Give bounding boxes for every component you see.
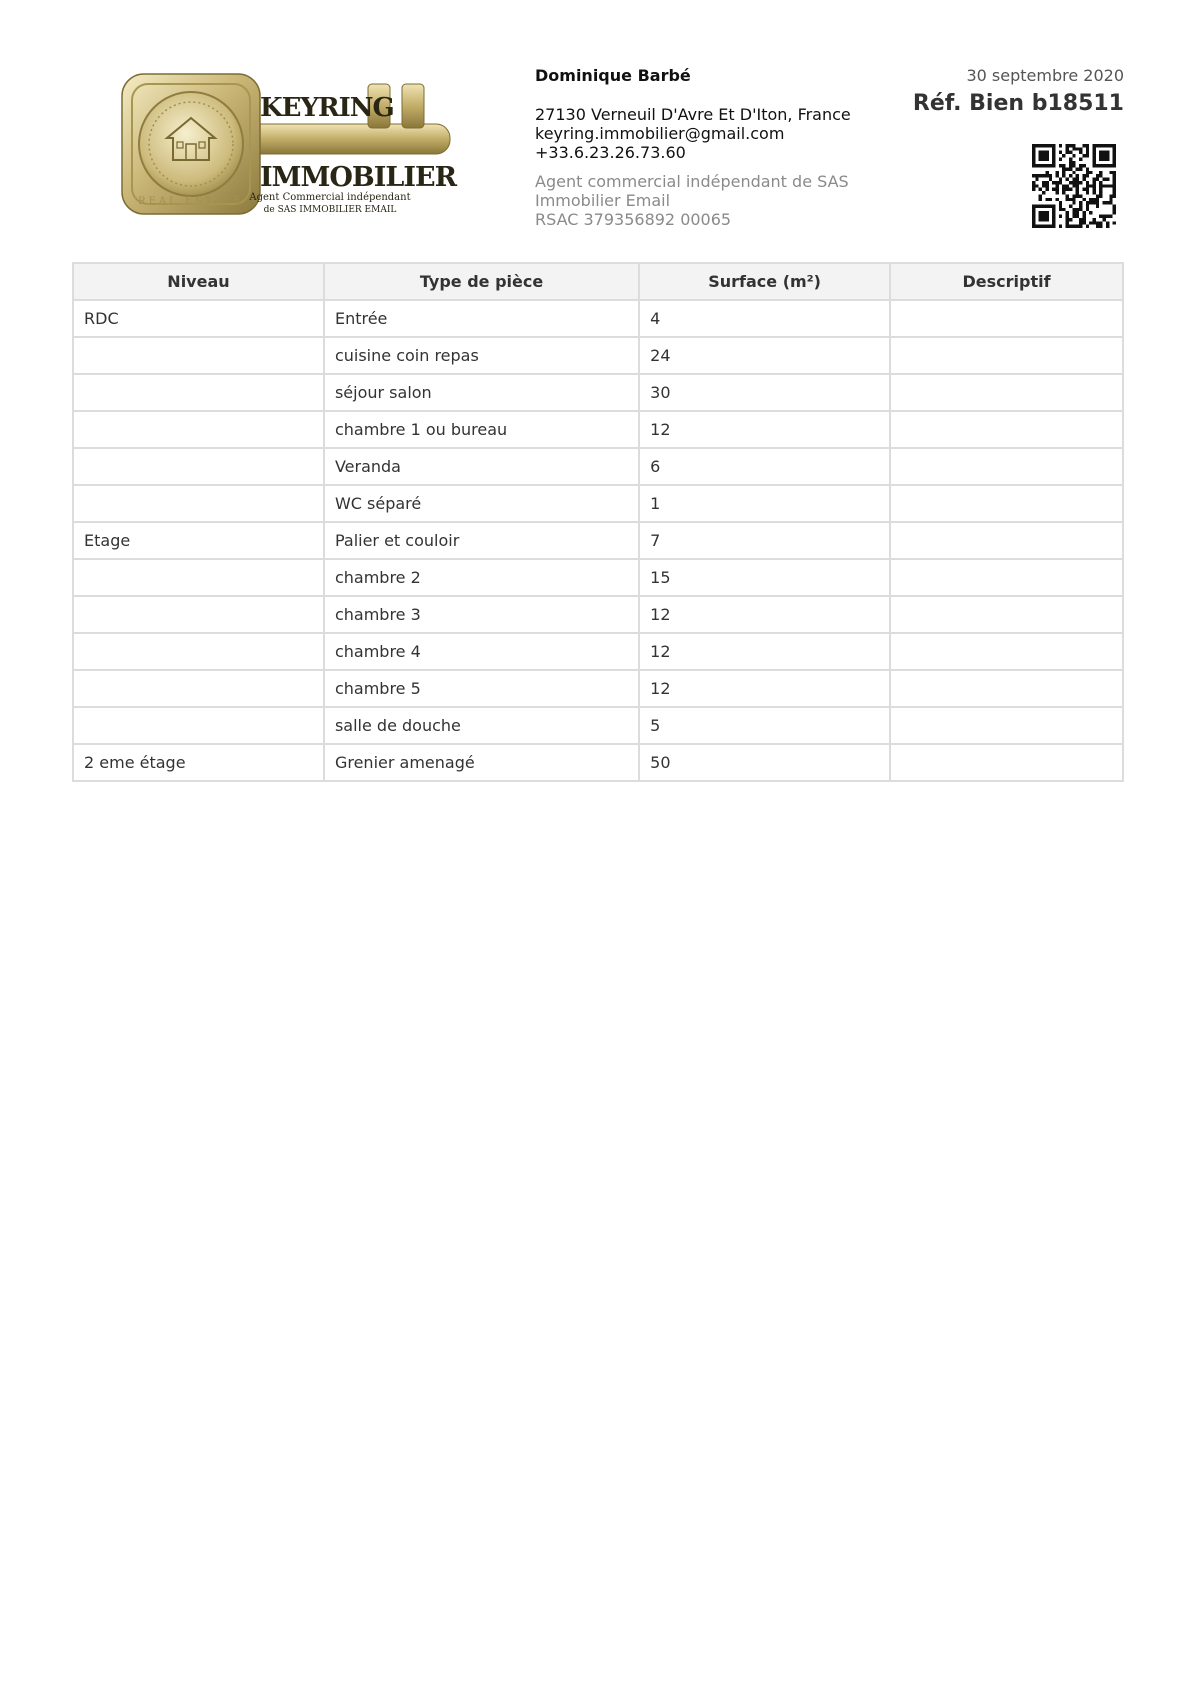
cell-piece: Entrée xyxy=(324,300,639,337)
table-row xyxy=(73,300,1123,337)
agent-role-line-1: Agent commercial indépendant de SAS xyxy=(535,172,849,191)
cell-surface: 50 xyxy=(639,744,890,781)
document-date: 30 septembre 2020 xyxy=(966,66,1124,85)
cell-surface: 7 xyxy=(639,522,890,559)
agent-role xyxy=(535,172,895,229)
cell-descriptif xyxy=(890,411,1123,448)
cell-descriptif xyxy=(890,300,1123,337)
cell-niveau xyxy=(73,411,324,448)
table-row xyxy=(73,485,1123,522)
cell-niveau xyxy=(73,337,324,374)
table-row xyxy=(73,337,1123,374)
logo-tagline-2: de SAS IMMOBILIER EMAIL xyxy=(263,205,397,215)
cell-descriptif xyxy=(890,374,1123,411)
table-row xyxy=(73,448,1123,485)
cell-niveau: Etage xyxy=(73,522,324,559)
cell-surface: 12 xyxy=(639,670,890,707)
cell-surface: 5 xyxy=(639,707,890,744)
table-row xyxy=(73,633,1123,670)
cell-niveau xyxy=(73,596,324,633)
cell-surface: 24 xyxy=(639,337,890,374)
header-surface: Surface (m²) xyxy=(639,263,890,300)
cell-surface: 12 xyxy=(639,633,890,670)
document-header xyxy=(72,62,1124,242)
document-meta xyxy=(864,66,1124,116)
cell-surface: 6 xyxy=(639,448,890,485)
cell-niveau: RDC xyxy=(73,300,324,337)
logo-brand-top: KEYRING xyxy=(260,93,394,123)
cell-piece: chambre 4 xyxy=(324,633,639,670)
cell-piece: Veranda xyxy=(324,448,639,485)
cell-surface: 12 xyxy=(639,596,890,633)
cell-piece: chambre 2 xyxy=(324,559,639,596)
logo-tagline-1: Agent Commercial indépendant xyxy=(249,192,411,203)
cell-piece: chambre 5 xyxy=(324,670,639,707)
cell-niveau xyxy=(73,670,324,707)
header-descriptif: Descriptif xyxy=(890,263,1123,300)
agent-role-line-2: Immobilier Email xyxy=(535,191,671,210)
cell-piece: Palier et couloir xyxy=(324,522,639,559)
cell-niveau xyxy=(73,374,324,411)
agent-name: Dominique Barbé xyxy=(535,66,691,85)
logo-brand-main: IMMOBILIER xyxy=(260,162,457,193)
cell-piece: salle de douche xyxy=(324,707,639,744)
cell-niveau xyxy=(73,559,324,596)
room-surface-table xyxy=(72,262,1124,782)
agent-rsac: RSAC 379356892 00065 xyxy=(535,210,732,229)
cell-descriptif xyxy=(890,559,1123,596)
cell-descriptif xyxy=(890,670,1123,707)
cell-descriptif xyxy=(890,337,1123,374)
agent-email[interactable]: keyring.immobilier@gmail.com xyxy=(535,124,785,143)
cell-piece: chambre 3 xyxy=(324,596,639,633)
cell-descriptif xyxy=(890,633,1123,670)
header-niveau: Niveau xyxy=(73,263,324,300)
cell-surface: 12 xyxy=(639,411,890,448)
logo-seal-text: REAL ESTATE xyxy=(138,196,244,207)
cell-surface: 4 xyxy=(639,300,890,337)
cell-descriptif xyxy=(890,522,1123,559)
cell-descriptif xyxy=(890,448,1123,485)
cell-descriptif xyxy=(890,485,1123,522)
header-type-de-piece: Type de pièce xyxy=(324,263,639,300)
table-row xyxy=(73,559,1123,596)
table-row xyxy=(73,522,1123,559)
agent-address: 27130 Verneuil D'Avre Et D'Iton, France xyxy=(535,105,851,124)
cell-descriptif xyxy=(890,596,1123,633)
agent-phone[interactable]: +33.6.23.26.73.60 xyxy=(535,143,686,162)
cell-piece: Grenier amenagé xyxy=(324,744,639,781)
cell-descriptif xyxy=(890,707,1123,744)
cell-piece: cuisine coin repas xyxy=(324,337,639,374)
table-row xyxy=(73,670,1123,707)
cell-niveau: 2 eme étage xyxy=(73,744,324,781)
table-row xyxy=(73,596,1123,633)
cell-niveau xyxy=(73,448,324,485)
cell-piece: chambre 1 ou bureau xyxy=(324,411,639,448)
table-row xyxy=(73,374,1123,411)
qr-code-icon xyxy=(1032,144,1116,228)
cell-surface: 1 xyxy=(639,485,890,522)
cell-niveau xyxy=(73,485,324,522)
table-header-row xyxy=(73,263,1123,300)
keyring-immobilier-logo xyxy=(120,72,472,230)
cell-piece: WC séparé xyxy=(324,485,639,522)
cell-piece: séjour salon xyxy=(324,374,639,411)
agent-contact-block xyxy=(535,66,895,229)
table-row xyxy=(73,411,1123,448)
property-reference: Réf. Bien b18511 xyxy=(912,91,1124,116)
table-row xyxy=(73,744,1123,781)
cell-surface: 15 xyxy=(639,559,890,596)
cell-surface: 30 xyxy=(639,374,890,411)
cell-descriptif xyxy=(890,744,1123,781)
cell-niveau xyxy=(73,707,324,744)
cell-niveau xyxy=(73,633,324,670)
table-row xyxy=(73,707,1123,744)
